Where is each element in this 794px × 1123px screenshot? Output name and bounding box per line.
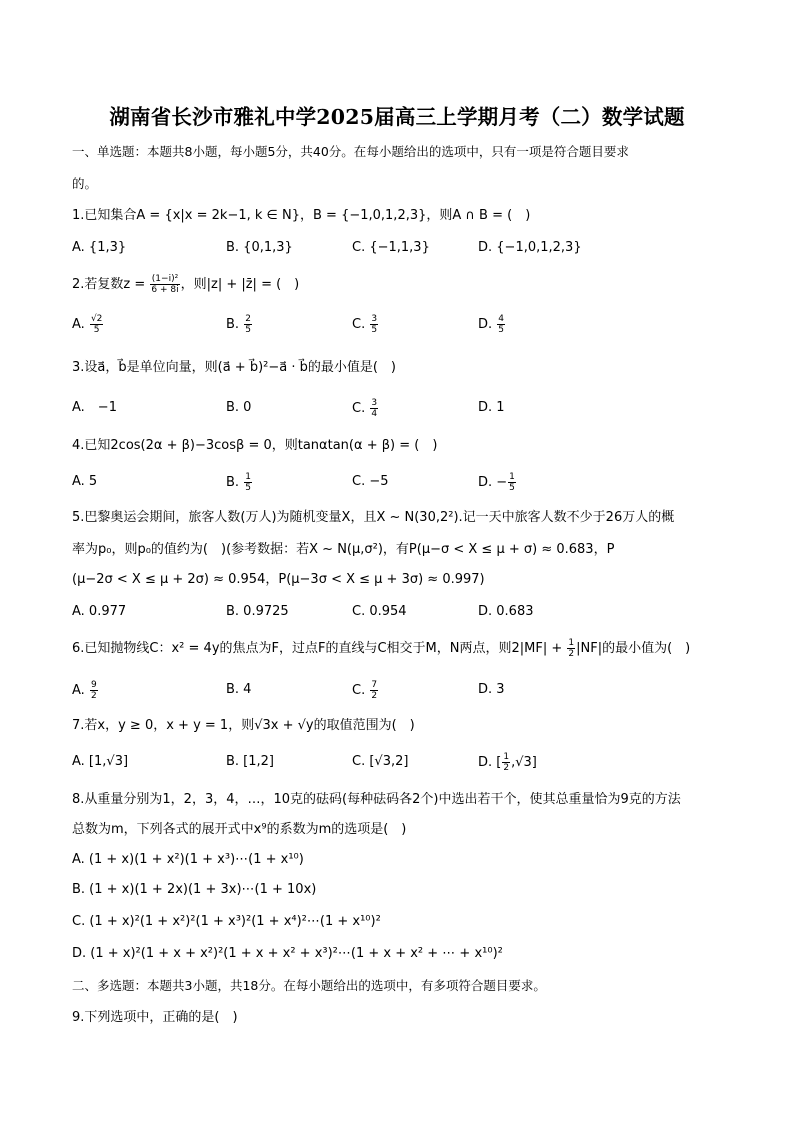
option-fraction xyxy=(244,472,252,493)
fraction-num: 1 xyxy=(568,638,575,648)
fraction-den: 2 xyxy=(503,763,510,773)
option-letter: D. [ xyxy=(478,755,502,770)
option-fraction xyxy=(370,680,378,701)
question-7-option-d xyxy=(478,752,537,773)
question-6-suffix: |NF|的最小值为( ) xyxy=(576,641,691,656)
question-9-stem: 9.下列选项中，正确的是( ) xyxy=(72,1010,238,1025)
question-2-prefix: 2.若复数z = xyxy=(72,277,150,292)
question-8-option-a: A. (1 + x)(1 + x²)(1 + x³)⋯(1 + x¹⁰) xyxy=(72,852,304,867)
option-letter: D. − xyxy=(478,475,508,490)
fraction-num: 7 xyxy=(371,680,378,690)
fraction-num: 9 xyxy=(90,680,97,690)
question-5-stem-line-3: (μ−2σ < X ≤ μ + 2σ) ≈ 0.954，P(μ−3σ < X ≤ μ + 3σ) ≈ 0.997) xyxy=(72,572,485,587)
fraction-num: 2 xyxy=(245,314,251,324)
question-8-option-d: D. (1 + x)²(1 + x + x²)²(1 + x + x² + x³)²⋯(1 + x + x² + ⋯ + x¹⁰)² xyxy=(72,946,503,961)
fraction-den: 5 xyxy=(498,325,505,335)
question-2-stem xyxy=(72,274,732,295)
fraction-den: 2 xyxy=(568,649,575,659)
question-4-option-b xyxy=(226,472,253,493)
fraction-den: 5 xyxy=(509,483,515,493)
question-4-stem: 4.已知2cos(2α + β)−3cosβ = 0，则tanαtan(α + β) = ( ) xyxy=(72,438,438,453)
fraction-den: 5 xyxy=(371,325,378,335)
question-4-option-d xyxy=(478,472,517,493)
question-2-suffix: ，则|z| + |z̄| = ( ) xyxy=(180,277,300,292)
question-1-option-b: B. {0,1,3} xyxy=(226,240,293,255)
fraction-den: 5 xyxy=(93,325,100,335)
question-5-option-c: C. 0.954 xyxy=(352,604,407,619)
question-8-option-c: C. (1 + x)²(1 + x²)²(1 + x³)²(1 + x⁴)²⋯(1 + x¹⁰)² xyxy=(72,914,381,929)
option-letter: A. xyxy=(72,317,85,332)
fraction-num: 3 xyxy=(371,314,378,324)
question-3-option-d: D. 1 xyxy=(478,400,505,415)
option-fraction xyxy=(244,314,252,335)
question-7-stem: 7.若x，y ≥ 0，x + y = 1，则√3x + √y的取值范围为( ) xyxy=(72,718,415,733)
question-2-fraction xyxy=(150,274,179,295)
question-2-fraction-den: 6 + 8i xyxy=(151,285,179,295)
section-1-heading: 一、单选题：本题共8小题，每小题5分，共40分。在每小题给出的选项中，只有一项是符合题目要求 xyxy=(72,144,629,159)
question-6-option-d: D. 3 xyxy=(478,682,505,697)
option-fraction xyxy=(502,752,510,773)
question-3-option-c xyxy=(352,398,379,419)
option-fraction xyxy=(508,472,516,493)
question-3-option-b: B. 0 xyxy=(226,400,252,415)
fraction-num: 1 xyxy=(509,472,515,482)
question-5-stem-line-2: 率为p₀，则p₀的值约为( )(参考数据：若X ~ N(μ,σ²)，有P(μ−σ < X ≤ μ + σ) ≈ 0.683，P xyxy=(72,542,615,557)
question-5-stem-line-1: 5.巴黎奥运会期间，旅客人数(万人)为随机变量X，且X ~ N(30,2²).记一天中旅客人数不少于26万人的概 xyxy=(72,510,675,525)
option-fraction xyxy=(90,314,103,335)
question-5-option-d: D. 0.683 xyxy=(478,604,534,619)
question-2-option-b xyxy=(226,314,253,335)
fraction-num: √2 xyxy=(90,314,103,324)
fraction-num: 1 xyxy=(245,472,251,482)
question-2-fraction-num: (1−i)² xyxy=(151,274,179,284)
fraction-den: 4 xyxy=(371,409,378,419)
question-2-option-d xyxy=(478,314,506,335)
page-title: 湖南省长沙市雅礼中学2025届高三上学期月考（二）数学试题 xyxy=(109,105,685,129)
fraction-num: 3 xyxy=(371,398,378,408)
question-2-option-a xyxy=(72,314,104,335)
question-6-fraction xyxy=(567,638,575,659)
option-letter: C. xyxy=(352,401,366,416)
option-letter: D. xyxy=(478,317,493,332)
question-5-option-b: B. 0.9725 xyxy=(226,604,289,619)
question-7-option-b: B. [1,2] xyxy=(226,754,275,769)
fraction-num: 4 xyxy=(498,314,505,324)
question-6-prefix: 6.已知抛物线C：x² = 4y的焦点为F，过点F的直线与C相交于M，N两点，则2|MF| + xyxy=(72,641,567,656)
question-8-option-b: B. (1 + x)(1 + 2x)(1 + 3x)⋯(1 + 10x) xyxy=(72,882,317,897)
option-fraction xyxy=(370,314,378,335)
question-7-option-a: A. [1,√3] xyxy=(72,754,129,769)
question-1-option-d: D. {−1,0,1,2,3} xyxy=(478,240,582,255)
question-3-option-a: A. −1 xyxy=(72,400,117,415)
option-letter: C. xyxy=(352,683,366,698)
fraction-den: 5 xyxy=(245,325,251,335)
question-6-option-b: B. 4 xyxy=(226,682,252,697)
option-letter: C. xyxy=(352,317,366,332)
question-1-option-c: C. {−1,1,3} xyxy=(352,240,430,255)
option-tail: ,√3] xyxy=(511,755,537,770)
question-4-option-a: A. 5 xyxy=(72,474,98,489)
option-fraction xyxy=(370,398,378,419)
question-2-option-c xyxy=(352,314,379,335)
question-8-stem-line-1: 8.从重量分别为1，2，3，4，…，10克的砝码(每种砝码各2个)中选出若干个，使其总重量恰为9克的方法 xyxy=(72,792,681,807)
question-7-option-c: C. [√3,2] xyxy=(352,754,409,769)
fraction-den: 5 xyxy=(245,483,251,493)
section-1-heading-cont: 的。 xyxy=(72,176,98,191)
question-6-option-c xyxy=(352,680,379,701)
question-6-stem xyxy=(72,638,732,659)
question-1-stem: 1.已知集合A = {x|x = 2k−1, k ∈ N}，B = {−1,0,1,2,3}，则A ∩ B = ( ) xyxy=(72,208,531,223)
option-letter: B. xyxy=(226,317,240,332)
section-2-heading: 二、多选题：本题共3小题，共18分。在每小题给出的选项中，有多项符合题目要求。 xyxy=(72,978,546,993)
question-3-stem: 3.设a⃗，b⃗是单位向量，则(a⃗ + b⃗)²−a⃗ · b⃗的最小值是( ) xyxy=(72,360,397,375)
question-1-option-a: A. {1,3} xyxy=(72,240,127,255)
fraction-den: 2 xyxy=(371,691,378,701)
fraction-den: 2 xyxy=(90,691,97,701)
option-fraction xyxy=(497,314,505,335)
option-fraction xyxy=(90,680,98,701)
option-letter: A. xyxy=(72,683,85,698)
option-letter: B. xyxy=(226,475,240,490)
question-6-option-a xyxy=(72,680,99,701)
question-8-stem-line-2: 总数为m，下列各式的展开式中x⁹的系数为m的选项是( ) xyxy=(72,822,407,837)
question-4-option-c: C. −5 xyxy=(352,474,389,489)
fraction-num: 1 xyxy=(503,752,510,762)
question-5-option-a: A. 0.977 xyxy=(72,604,127,619)
